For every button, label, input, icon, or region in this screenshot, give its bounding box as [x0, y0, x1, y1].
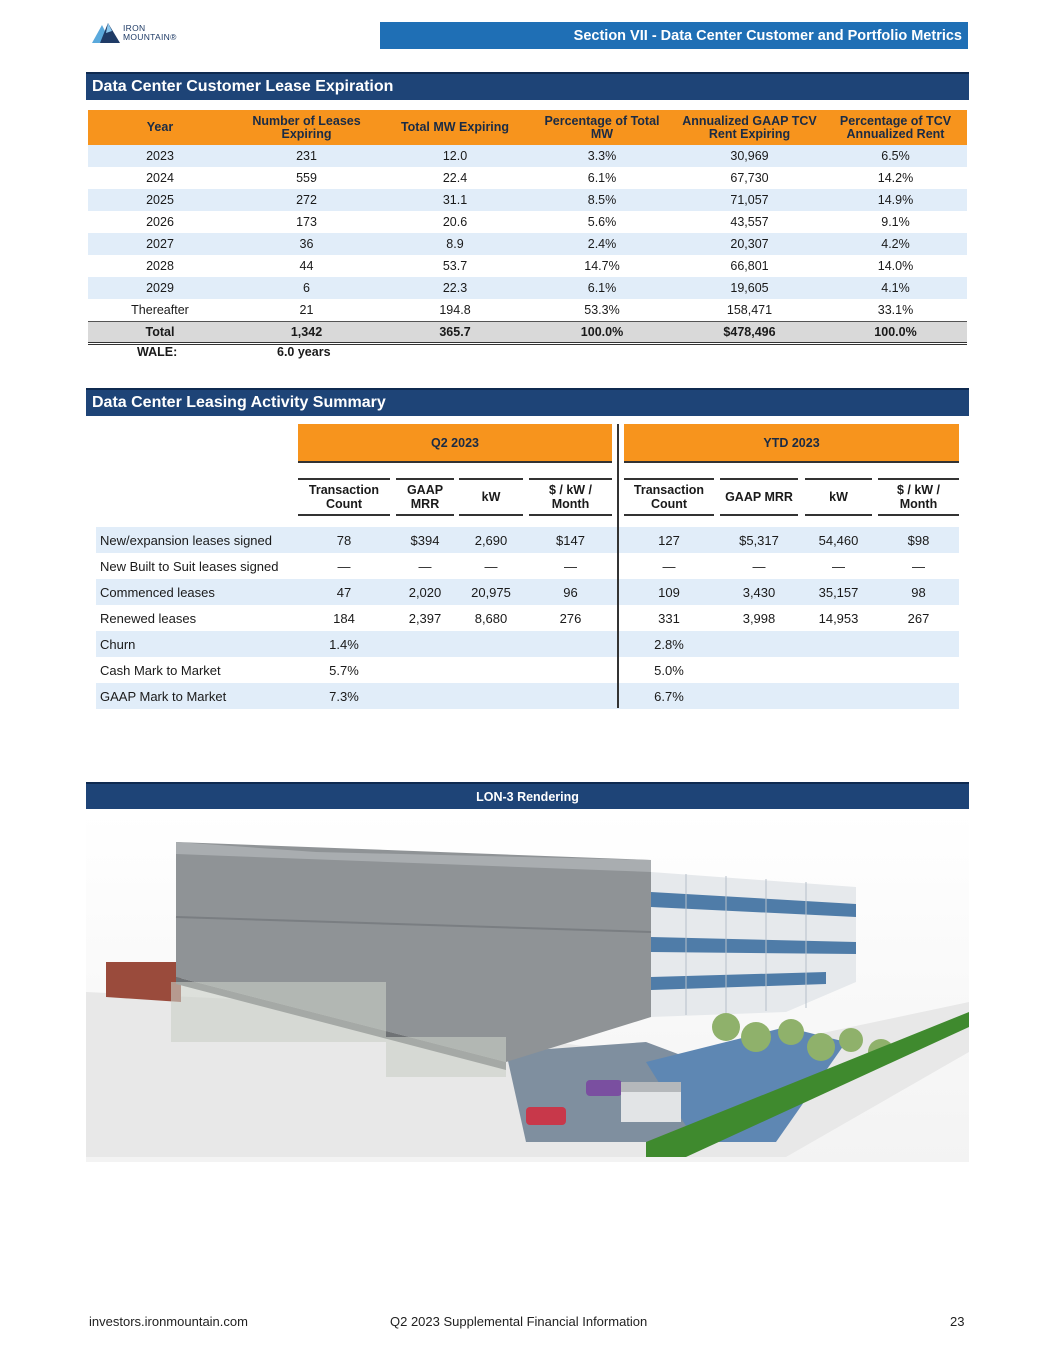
- col-transaction-count: Transaction Count: [624, 478, 714, 516]
- cell: 2,690: [474, 532, 508, 548]
- col-gaap-mrr: GAAP MRR: [720, 478, 798, 516]
- header-pct-rent: Percentage of TCV Annualized Rent: [824, 110, 967, 145]
- cell: —: [418, 558, 432, 574]
- cell: 2026: [146, 215, 174, 229]
- cell: 14.2%: [877, 171, 914, 185]
- table-row: [88, 167, 967, 189]
- cell: 53.3%: [584, 302, 620, 317]
- table-row: [88, 299, 967, 321]
- mountain-logo-icon: [92, 21, 120, 45]
- cell: 2025: [88, 189, 232, 211]
- cell: 9.1%: [881, 215, 910, 229]
- cell: 8,680: [474, 610, 508, 626]
- cell: 272: [232, 189, 381, 211]
- cell: —: [912, 558, 925, 574]
- table-row: [88, 277, 967, 299]
- row-label: New/expansion leases signed: [100, 532, 272, 548]
- cell: 173: [296, 215, 317, 229]
- cell: 184: [333, 610, 355, 626]
- total-row: [88, 321, 967, 343]
- cell: 78: [336, 532, 352, 548]
- cell: 6.7%: [654, 688, 684, 704]
- col-transaction-count: Transaction Count: [298, 478, 390, 516]
- row-label: New Built to Suit leases signed: [100, 558, 279, 574]
- cell: 22.4: [442, 171, 468, 185]
- cell: $98: [907, 532, 930, 548]
- table-row: [96, 631, 959, 657]
- cell: 67,730: [730, 171, 769, 185]
- table-row: [96, 683, 959, 709]
- row-label: Cash Mark to Market: [100, 662, 221, 678]
- cell: 2029: [88, 277, 232, 299]
- cell: 5.0%: [654, 662, 684, 678]
- period-header-q2: Q2 2023: [298, 424, 612, 463]
- cell: 33.1%: [877, 302, 914, 317]
- cell: $5,317: [739, 532, 779, 548]
- cell: 12.0: [381, 145, 529, 167]
- cell: 3,998: [742, 610, 776, 626]
- table-row: [96, 579, 959, 605]
- cell: 22.3: [381, 277, 529, 299]
- total-cell: $478,496: [675, 321, 824, 343]
- rendering-title: LON-3 Rendering: [86, 782, 969, 809]
- cell: 2,397: [408, 610, 442, 626]
- cell: —: [337, 558, 351, 574]
- cell: 3.3%: [529, 145, 675, 167]
- cell: 3,430: [742, 584, 776, 600]
- cell: 14,953: [818, 610, 859, 626]
- cell: 158,471: [726, 302, 773, 317]
- cell: 2.8%: [654, 636, 684, 652]
- cell: —: [662, 558, 676, 574]
- lease-expiration-title: Data Center Customer Lease Expiration: [86, 72, 969, 100]
- lease-table-header-row: [88, 110, 967, 145]
- cell: —: [752, 558, 766, 574]
- header-leases-expiring: Number of Leases Expiring: [232, 110, 381, 145]
- cell: 331: [658, 610, 680, 626]
- header-pct-mw: Percentage of Total MW: [529, 110, 675, 145]
- cell: 14.0%: [877, 259, 914, 273]
- row-label: GAAP Mark to Market: [100, 688, 227, 704]
- cell: 2.4%: [529, 233, 675, 255]
- table-row: [88, 145, 967, 167]
- logo-text-line1: IRON: [123, 23, 146, 33]
- cell: 2023: [88, 145, 232, 167]
- table-row: [88, 189, 967, 211]
- cell: 96: [563, 584, 578, 600]
- footer-page-number: 23: [950, 1314, 965, 1329]
- cell: 6.1%: [587, 171, 617, 185]
- cell: 2027: [88, 233, 232, 255]
- table-row: [88, 211, 967, 233]
- cell: 276: [559, 610, 582, 626]
- cell: 47: [336, 584, 352, 600]
- row-label: Churn: [100, 636, 136, 652]
- cell: 14.9%: [824, 189, 967, 211]
- cell: —: [484, 558, 498, 574]
- cell: 31.1: [381, 189, 529, 211]
- cell: 6.5%: [824, 145, 967, 167]
- footer-document-title: Q2 2023 Supplemental Financial Information: [390, 1314, 648, 1329]
- cell: —: [832, 558, 845, 574]
- leasing-activity-title: Data Center Leasing Activity Summary: [86, 388, 969, 416]
- cell: 4.2%: [824, 233, 967, 255]
- cell: 5.7%: [329, 662, 359, 678]
- cell: 6: [232, 277, 381, 299]
- cell: $394: [410, 532, 440, 548]
- row-label: Commenced leases: [100, 584, 215, 600]
- cell: 19,605: [675, 277, 824, 299]
- cell: 43,557: [730, 215, 769, 229]
- cell: 71,057: [675, 189, 824, 211]
- cell: 2028: [146, 259, 174, 273]
- cell: 20,307: [675, 233, 824, 255]
- cell: 8.9: [381, 233, 529, 255]
- total-cell: 100.0%: [824, 321, 967, 343]
- total-cell: Total: [88, 321, 232, 343]
- footer-website: investors.ironmountain.com: [89, 1314, 248, 1329]
- col-kw: kW: [459, 478, 523, 516]
- cell: 21: [299, 302, 314, 317]
- cell: 66,801: [730, 259, 769, 273]
- iron-mountain-logo: [92, 20, 192, 46]
- cell: 36: [232, 233, 381, 255]
- cell: 14.7%: [584, 259, 620, 273]
- cell: 267: [907, 610, 930, 626]
- cell: 559: [296, 171, 317, 185]
- cell: 20.6: [442, 215, 468, 229]
- period-header-ytd: YTD 2023: [624, 424, 959, 463]
- section-title: Section VII - Data Center Customer and Portfolio Metrics: [380, 22, 968, 49]
- header-gaap-rent: Annualized GAAP TCV Rent Expiring: [675, 110, 824, 145]
- table-row: [88, 255, 967, 277]
- cell: 1.4%: [329, 636, 359, 652]
- cell: 30,969: [675, 145, 824, 167]
- period-divider: [617, 424, 619, 708]
- col-kw: kW: [805, 478, 872, 516]
- cell: Thereafter: [131, 302, 189, 317]
- cell: 8.5%: [529, 189, 675, 211]
- total-cell: 1,342: [232, 321, 381, 343]
- cell: 231: [232, 145, 381, 167]
- cell: 7.3%: [329, 688, 359, 704]
- col-per-kw-month: $ / kW / Month: [878, 478, 959, 516]
- cell: 20,975: [471, 584, 511, 600]
- logo-text-line2: MOUNTAIN®: [123, 32, 177, 42]
- col-per-kw-month: $ / kW / Month: [529, 478, 612, 516]
- cell: 98: [911, 584, 926, 600]
- col-gaap-mrr: GAAP MRR: [396, 478, 454, 516]
- table-row: [96, 553, 959, 579]
- cell: 5.6%: [587, 215, 617, 229]
- lon3-building-rendering: [86, 812, 969, 1162]
- table-row: [96, 605, 959, 631]
- cell: 54,460: [818, 532, 859, 548]
- cell: 2024: [146, 171, 174, 185]
- row-label: Renewed leases: [100, 610, 197, 626]
- cell: 35,157: [818, 584, 859, 600]
- table-row: [96, 527, 959, 553]
- cell: 127: [658, 532, 680, 548]
- header-mw-expiring: Total MW Expiring: [381, 110, 529, 145]
- cell: 53.7: [442, 259, 468, 273]
- total-cell: 365.7: [381, 321, 529, 343]
- cell: 109: [658, 584, 680, 600]
- cell: $147: [556, 532, 585, 548]
- wale-value: 6.0 years: [277, 345, 331, 359]
- cell: 6.1%: [529, 277, 675, 299]
- total-cell: 100.0%: [529, 321, 675, 343]
- lease-expiration-table: [88, 110, 967, 345]
- cell: 44: [299, 259, 314, 273]
- header-year: Year: [88, 110, 232, 145]
- wale-label: WALE:: [137, 345, 178, 359]
- cell: 4.1%: [824, 277, 967, 299]
- cell: —: [564, 558, 577, 574]
- cell: 194.8: [439, 302, 471, 317]
- cell: 2,020: [408, 584, 442, 600]
- table-row: [88, 233, 967, 255]
- table-row: [96, 657, 959, 683]
